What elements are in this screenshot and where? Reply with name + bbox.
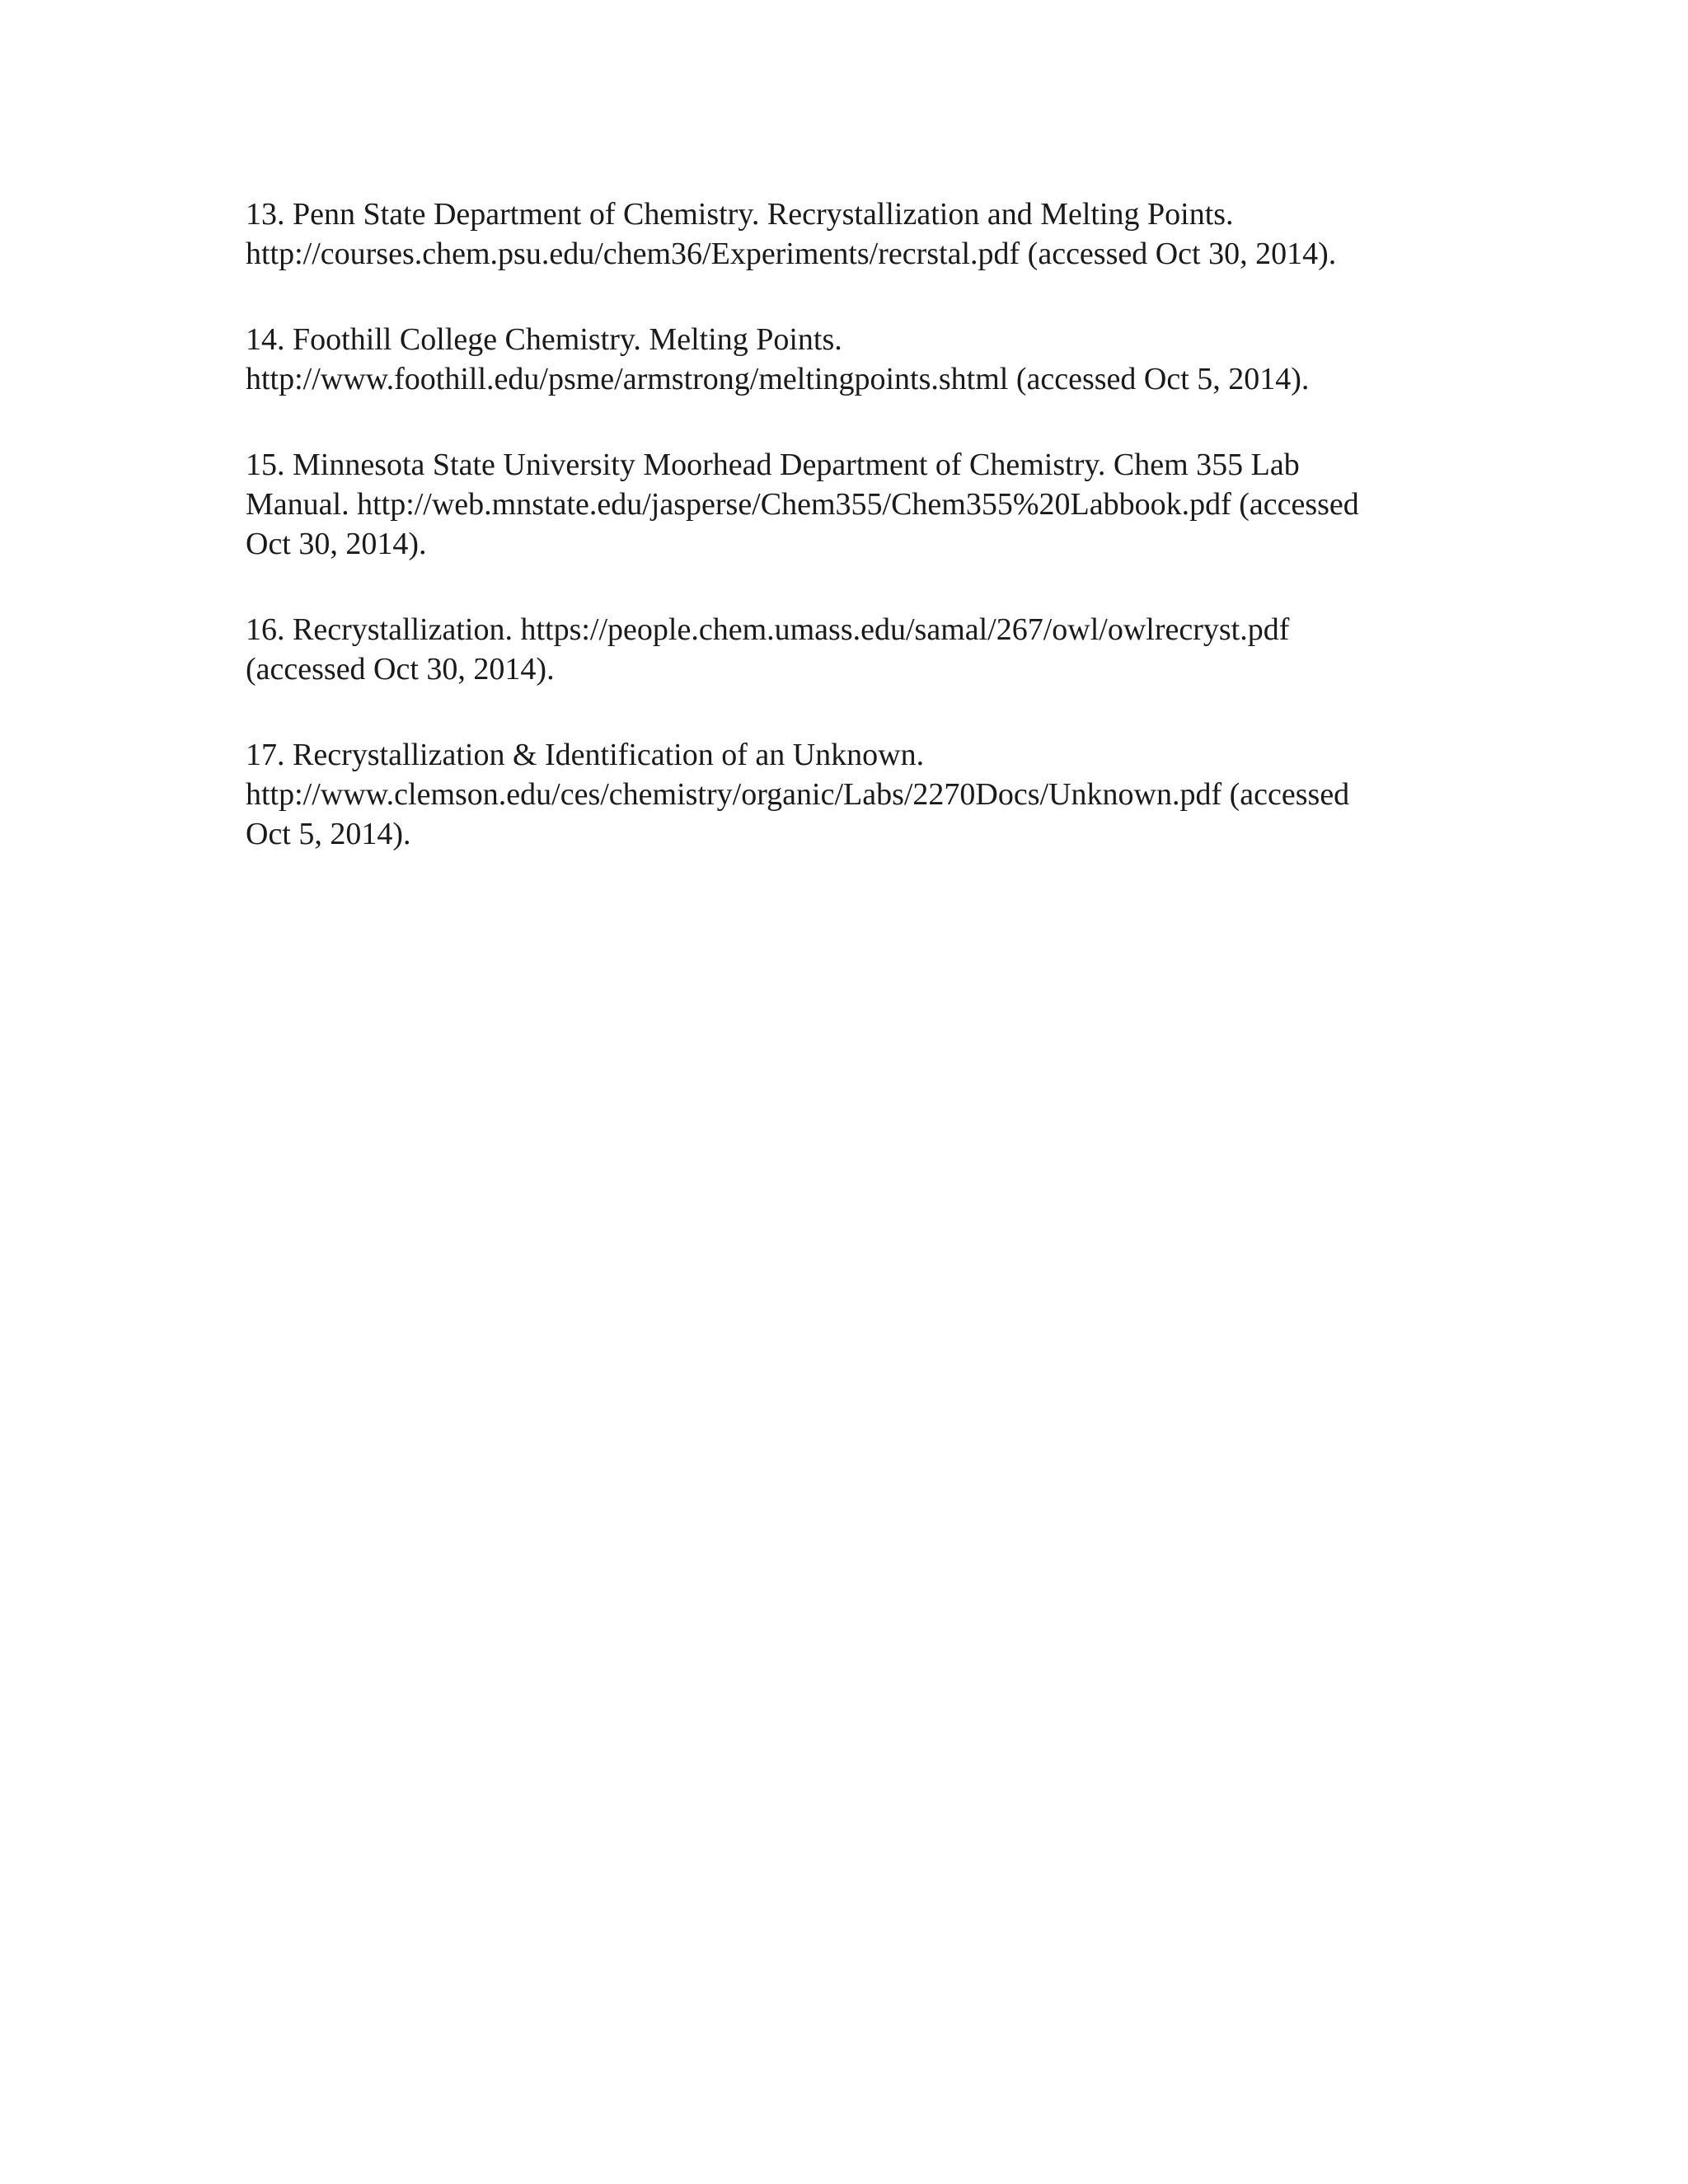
reference-13 xyxy=(246,194,1432,274)
reference-line: http://www.clemson.edu/ces/chemistry/organic/Labs/2270Docs/Unknown.pdf (accessed xyxy=(246,777,1350,812)
reference-line: 16. Recrystallization. https://people.chem.umass.edu/samal/267/owl/owlrecryst.pdf xyxy=(246,612,1290,647)
reference-line: (accessed Oct 30, 2014). xyxy=(246,652,555,687)
reference-line: Oct 5, 2014). xyxy=(246,817,411,851)
reference-line: 17. Recrystallization & Identification of an Unknown. xyxy=(246,738,925,772)
reference-line: http://courses.chem.psu.edu/chem36/Experiments/recrstal.pdf (accessed Oct 30, 2014). xyxy=(246,237,1337,271)
reference-line: 14. Foothill College Chemistry. Melting Points. xyxy=(246,322,842,357)
reference-line: 13. Penn State Department of Chemistry. Recrystallization and Melting Points. xyxy=(246,197,1234,232)
reference-15 xyxy=(246,445,1432,564)
reference-line: Oct 30, 2014). xyxy=(246,527,427,561)
reference-line: http://www.foothill.edu/psme/armstrong/meltingpoints.shtml (accessed Oct 5, 2014). xyxy=(246,362,1310,396)
reference-list xyxy=(246,194,1432,900)
reference-17 xyxy=(246,735,1432,854)
reference-line: 15. Minnesota State University Moorhead Department of Chemistry. Chem 355 Lab xyxy=(246,448,1300,482)
reference-line: Manual. http://web.mnstate.edu/jasperse/Chem355/Chem355%20Labbook.pdf (accessed xyxy=(246,487,1359,522)
reference-16 xyxy=(246,610,1432,689)
reference-14 xyxy=(246,320,1432,399)
